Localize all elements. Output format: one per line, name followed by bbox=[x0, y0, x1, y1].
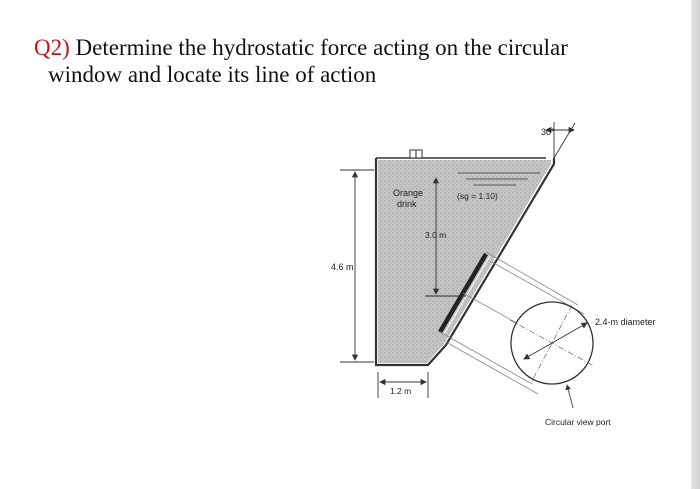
height-label: 4.6 m bbox=[331, 262, 354, 272]
vent-cap bbox=[410, 150, 422, 158]
fluid-label-line-1: Orange bbox=[393, 188, 424, 198]
viewport-label: Circular view port bbox=[545, 417, 611, 427]
angle-label: 30° bbox=[541, 127, 555, 137]
question-line-1: Determine the hydrostatic force acting on the circular bbox=[75, 35, 568, 60]
page-edge-scrollbar bbox=[691, 0, 700, 489]
depth-label: 3.0 m bbox=[425, 230, 447, 240]
specific-gravity-label: (sg = 1.10) bbox=[457, 191, 498, 201]
viewport-leader bbox=[567, 385, 573, 408]
question-line-2: window and locate its line of action bbox=[48, 62, 377, 87]
width-label: 1.2 m bbox=[390, 386, 412, 396]
fluid-label-line-2: drink bbox=[397, 199, 417, 209]
diameter-label: 2.4-m diameter bbox=[595, 317, 656, 327]
question-number: Q2) bbox=[34, 35, 70, 60]
